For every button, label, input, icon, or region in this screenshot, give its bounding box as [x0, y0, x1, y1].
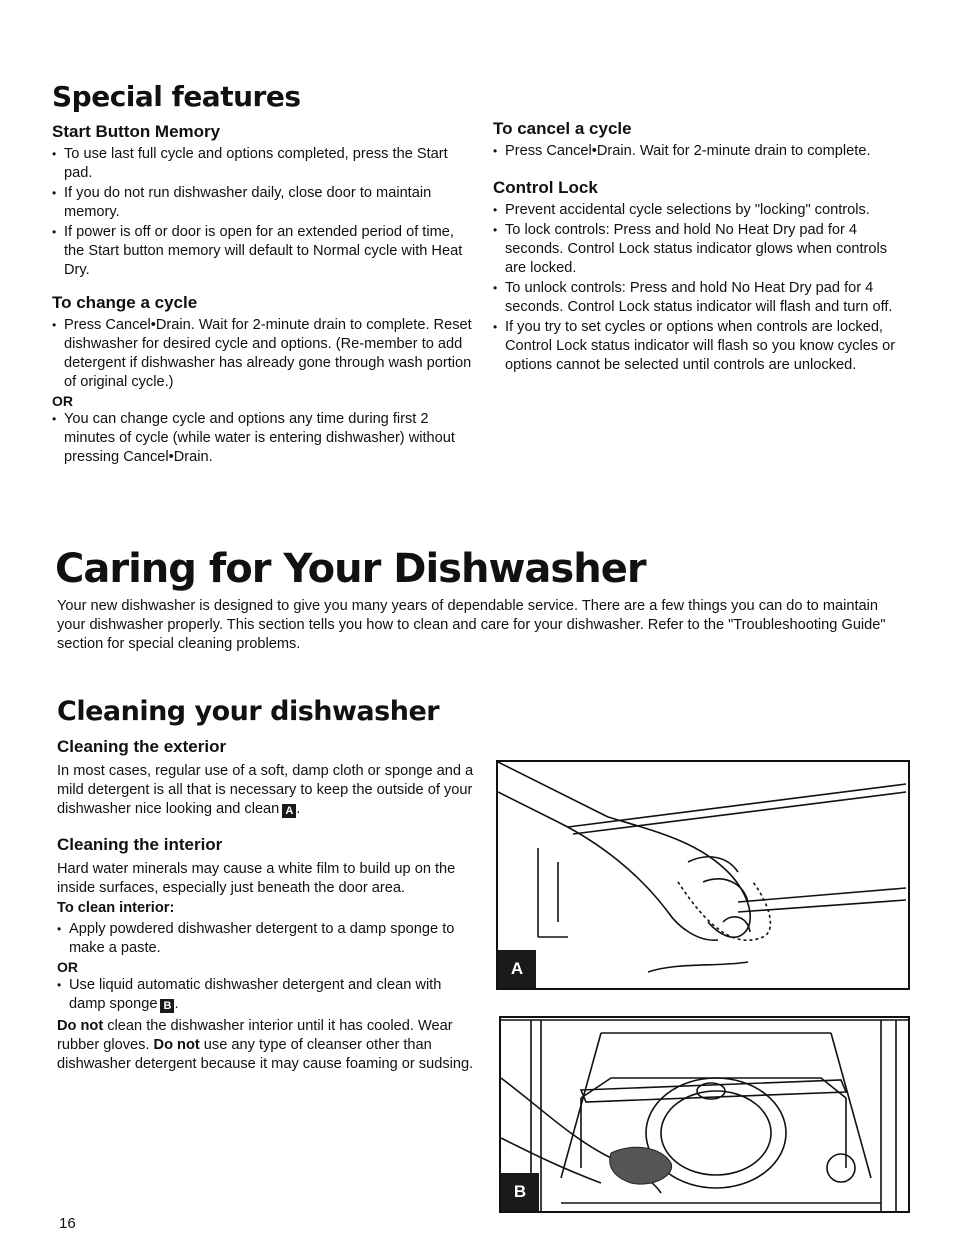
figure-b-illustration	[501, 1018, 908, 1211]
figure-a	[496, 760, 910, 990]
start-memory-heading: Start Button Memory	[52, 122, 221, 141]
interior-heading: Cleaning the interior	[57, 835, 223, 854]
list-item: • You can change cycle and options any time during first 2 minutes of cycle (while water is entering dishwasher) without pressing Cancel•Drain.	[52, 410, 472, 467]
clean-interior-list	[57, 920, 477, 958]
figure-ref-a: A	[282, 804, 296, 818]
clean-interior-list-2	[57, 976, 477, 1014]
list-item: • Press Cancel•Drain. Wait for 2-minute drain to complete. Reset dishwasher for desired cycle and options. (Re-member to add detergent if dishwasher has already gone through wash portion of original cycle.)	[52, 316, 472, 392]
special-features-title: Special features	[52, 80, 301, 113]
caring-title: Caring for Your Dishwasher	[55, 546, 646, 592]
bullet-end: .	[174, 996, 179, 1012]
list-item: • Apply powdered dishwasher detergent to a damp sponge to make a paste.	[57, 920, 477, 958]
list-item: • If you do not run dishwasher daily, close door to maintain memory.	[52, 184, 472, 222]
bullet-text: Use liquid automatic dishwasher detergent and clean with damp sponge	[69, 977, 442, 1012]
warning-body: use any type of cleanser other than dishwasher detergent because it may cause foaming or sudsing.	[57, 1037, 474, 1072]
clean-interior-subheading: To clean interior:	[57, 900, 175, 916]
list-item: • Prevent accidental cycle selections by "locking" controls.	[493, 201, 898, 220]
interior-text: Hard water minerals may cause a white film to build up on the inside surfaces, especially just beneath the door area.	[57, 861, 456, 896]
warning-bold: Do not	[153, 1037, 200, 1053]
page-number: 16	[59, 1215, 76, 1232]
list-item: • Press Cancel•Drain. Wait for 2-minute drain to complete.	[493, 142, 898, 161]
figure-a-label: A	[498, 950, 536, 988]
figure-ref-b: B	[160, 999, 174, 1013]
figure-b	[499, 1016, 910, 1213]
exterior-heading: Cleaning the exterior	[57, 737, 227, 756]
change-cycle-list	[52, 316, 472, 392]
cancel-cycle-list	[493, 142, 898, 161]
figure-b-label: B	[501, 1173, 539, 1211]
warning-text	[57, 1017, 477, 1074]
or-label: OR	[57, 959, 78, 975]
caring-intro: Your new dishwasher is designed to give you many years of dependable service. There are a few things you can do to maintain your dishwasher properly. This section tells you how to clean and care for your dishwasher. Refer to the "Troubleshooting Guide" section for special cleaning problems.	[57, 598, 886, 652]
left-column	[52, 122, 472, 467]
change-cycle-heading: To change a cycle	[52, 293, 198, 312]
right-column	[493, 119, 898, 375]
cancel-cycle-heading: To cancel a cycle	[493, 119, 632, 138]
start-memory-list	[52, 145, 472, 280]
control-lock-heading: Control Lock	[493, 178, 598, 197]
list-item: • To unlock controls: Press and hold No Heat Dry pad for 4 seconds. Control Lock status indicator will flash and turn off.	[493, 279, 898, 317]
list-item: • If power is off or door is open for an extended period of time, the Start button memory will default to Normal cycle with Heat Dry.	[52, 223, 472, 280]
exterior-text-end: .	[296, 801, 301, 817]
list-item: • If you try to set cycles or options when controls are locked, Control Lock status indicator will flash so you know cycles or options cannot be selected until controls are unlocked.	[493, 318, 898, 375]
list-item	[57, 976, 477, 1014]
control-lock-list	[493, 201, 898, 375]
change-cycle-list-2	[52, 410, 472, 467]
exterior-text-body: In most cases, regular use of a soft, damp cloth or sponge and a mild detergent is all that is necessary to keep the outside of your dishwasher nice looking and clean	[57, 763, 474, 817]
or-label: OR	[52, 393, 73, 409]
cleaning-title: Cleaning your dishwasher	[57, 696, 440, 727]
warning-bold: Do not	[57, 1018, 104, 1034]
cleaning-text-column	[57, 737, 477, 1074]
figure-a-illustration	[498, 762, 908, 988]
list-item: • To lock controls: Press and hold No Heat Dry pad for 4 seconds. Control Lock status indicator glows when controls are locked.	[493, 221, 898, 278]
warning-body: clean the dishwasher interior until it has cooled. Wear rubber gloves.	[57, 1018, 453, 1053]
list-item: • To use last full cycle and options completed, press the Start pad.	[52, 145, 472, 183]
exterior-text	[57, 762, 477, 819]
